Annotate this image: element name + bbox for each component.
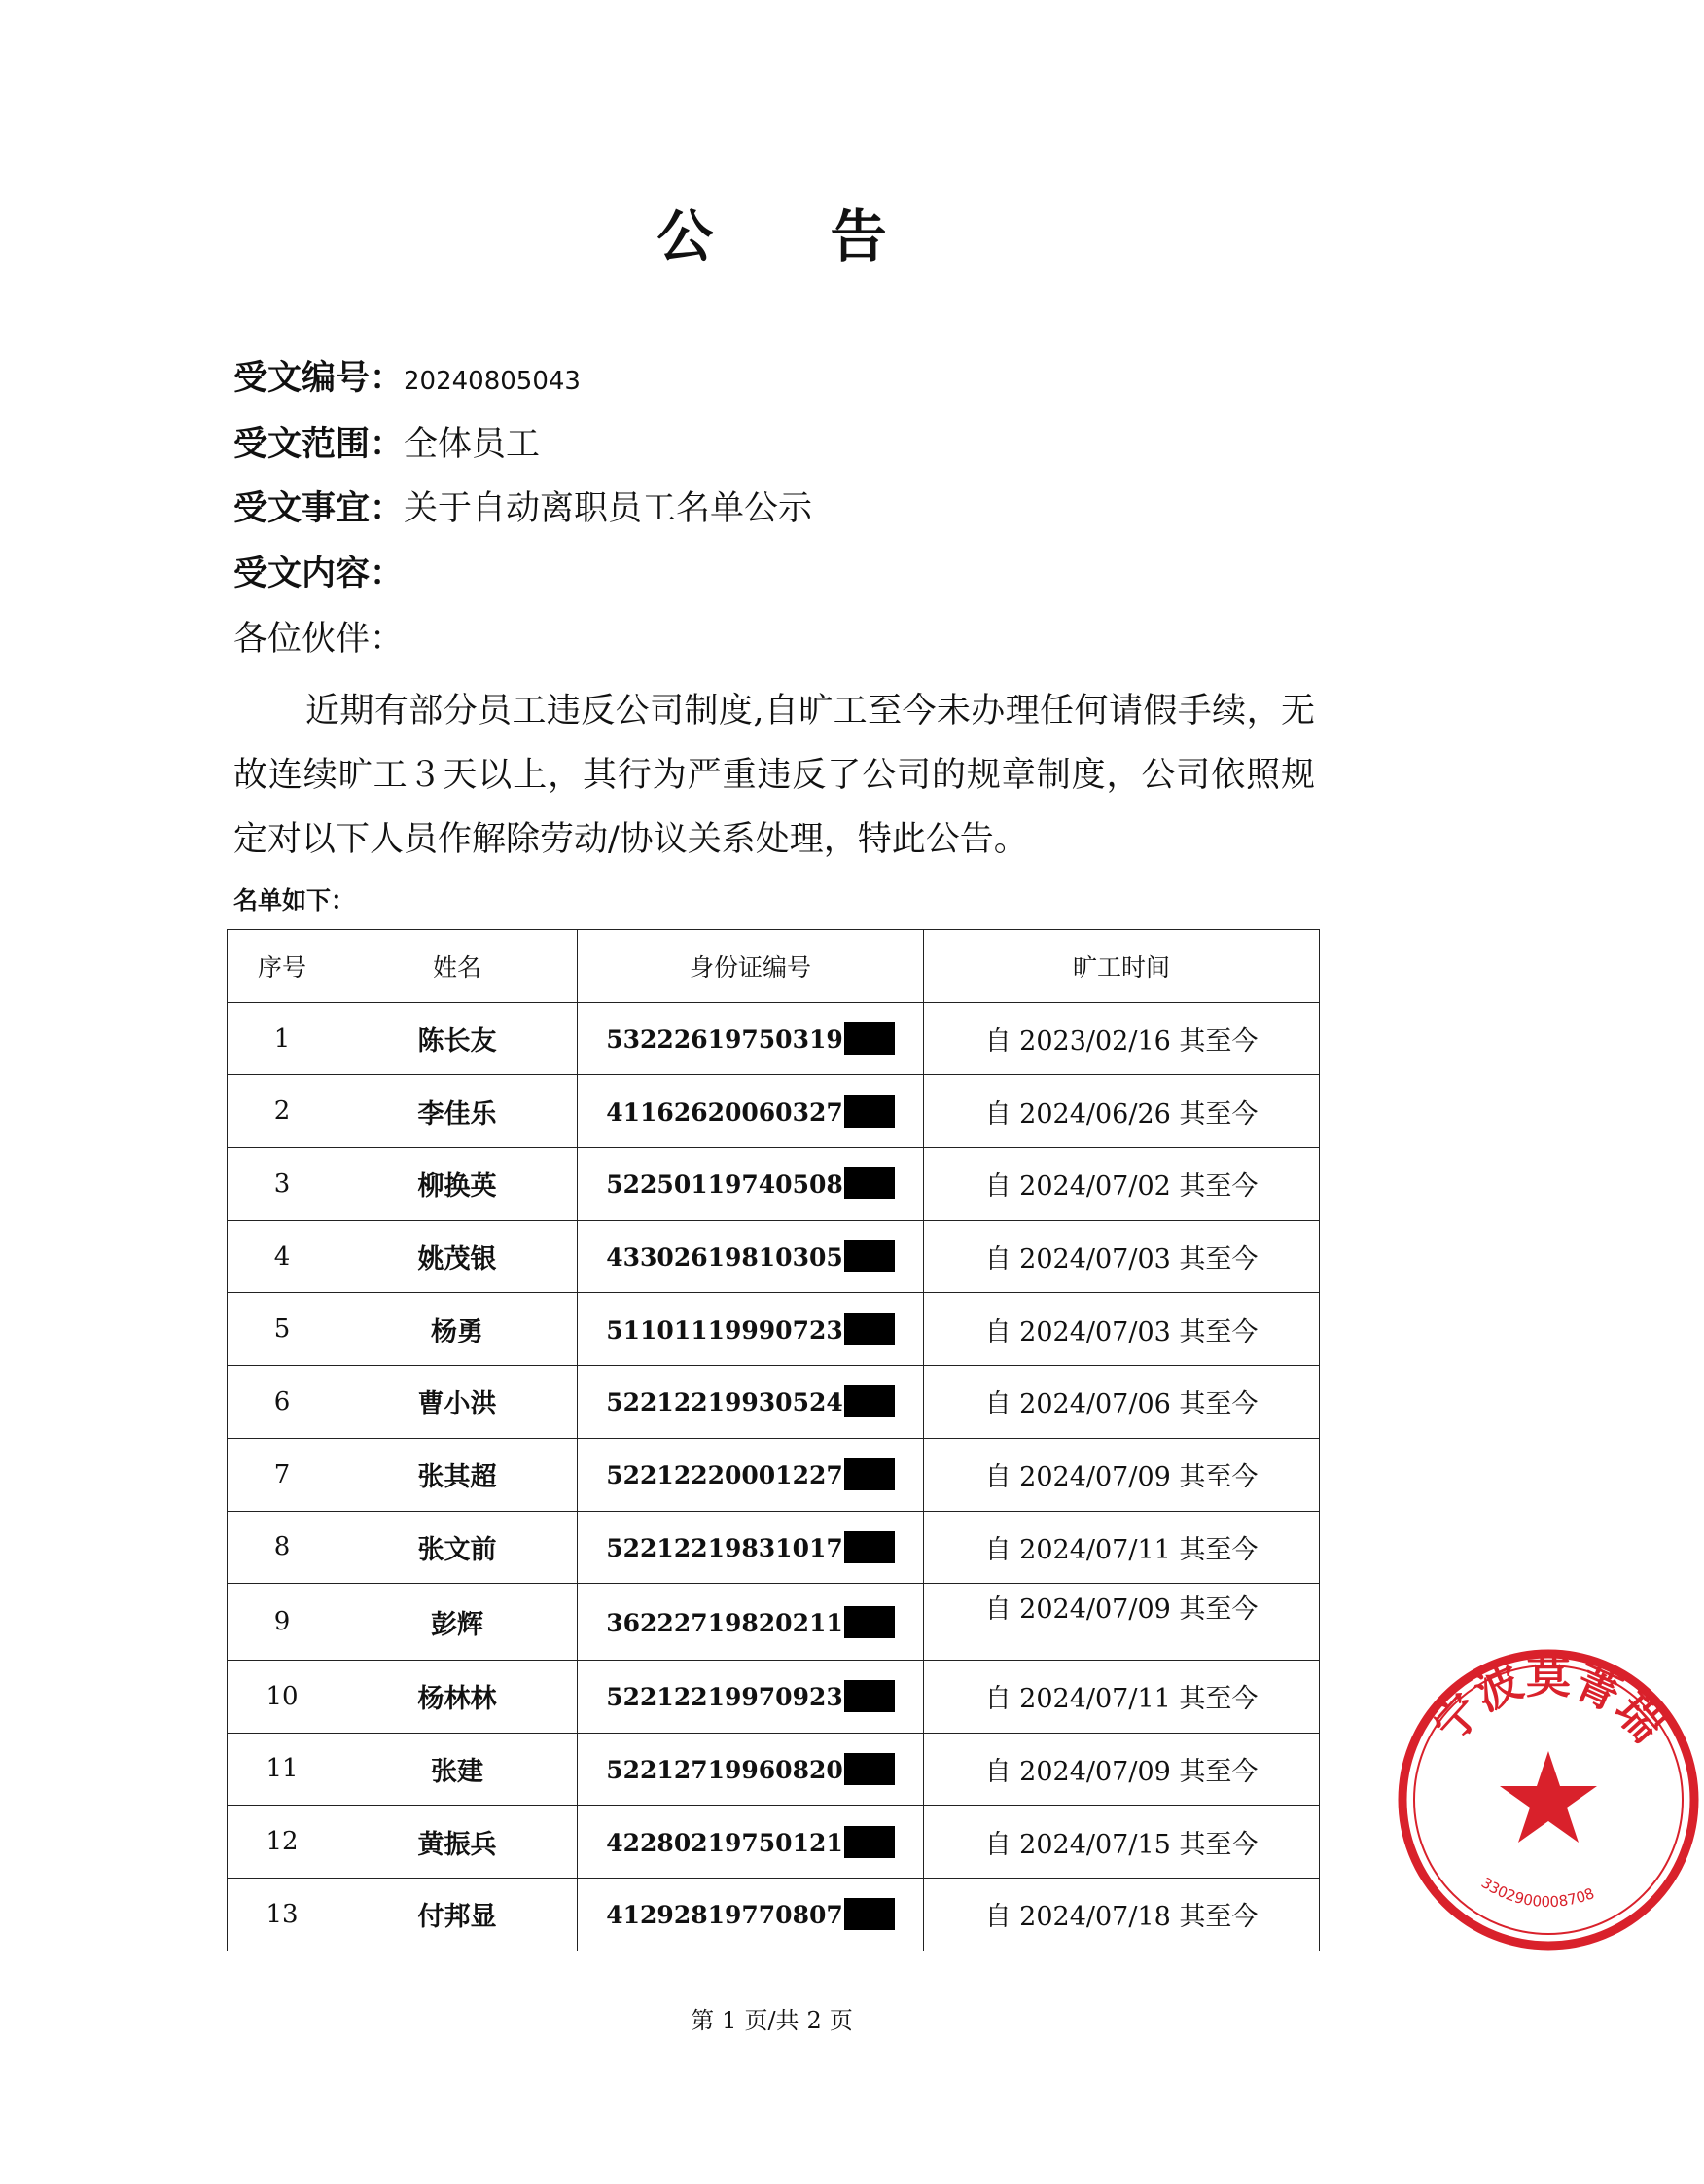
id-number: 41162620060327 [606, 1097, 843, 1127]
row-number: 2 [228, 1075, 337, 1148]
id-number-cell [578, 1878, 924, 1951]
absence-period: 自 2024/07/11 其至今 [924, 1660, 1320, 1733]
table-row [228, 1438, 1320, 1511]
document-title: 公 告 [657, 203, 936, 269]
meta-scope [233, 420, 540, 469]
id-number-cell [578, 1511, 924, 1584]
employee-name: 曹小洪 [337, 1366, 578, 1439]
id-number: 42280219750121 [606, 1828, 843, 1857]
absence-period: 自 2024/07/03 其至今 [924, 1293, 1320, 1366]
page-footer [0, 2001, 1544, 2035]
id-number: 52212219831017 [606, 1533, 843, 1562]
absence-period: 自 2024/07/03 其至今 [924, 1220, 1320, 1293]
row-number: 11 [228, 1733, 337, 1806]
id-number: 41292819770807 [606, 1901, 843, 1930]
seal-text-path: 宁波莫菁瑞 [1422, 1651, 1675, 1752]
row-number: 6 [228, 1366, 337, 1439]
meta-value: 关于自动离职员工名单公示 [404, 489, 813, 528]
row-number: 7 [228, 1438, 337, 1511]
id-number-cell [578, 1148, 924, 1221]
table-row [228, 1733, 1320, 1806]
redaction-block [844, 1022, 895, 1055]
redaction-block [844, 1458, 895, 1490]
absence-period: 自 2024/07/09 其至今 [924, 1733, 1320, 1806]
id-number-cell [578, 1733, 924, 1806]
id-number-cell [578, 1220, 924, 1293]
company-seal-stamp [1393, 1644, 1704, 1955]
header-id: 身份证编号 [578, 930, 924, 1003]
id-number: 43302619810305 [606, 1243, 843, 1272]
meta-label: 受文内容： [233, 554, 405, 593]
table-row [228, 1511, 1320, 1584]
table-row [228, 1366, 1320, 1439]
greeting: 各位伙伴： [233, 620, 405, 659]
redaction-block [844, 1531, 895, 1563]
id-number-cell [578, 1002, 924, 1075]
footer-current-page: 1 [722, 2007, 737, 2034]
id-number-cell [578, 1584, 924, 1661]
id-number: 52250119740508 [606, 1170, 843, 1199]
id-number-cell [578, 1806, 924, 1879]
header-name: 姓名 [337, 930, 578, 1003]
row-number: 8 [228, 1511, 337, 1584]
row-number: 9 [228, 1584, 337, 1661]
meta-content [233, 550, 404, 598]
table-row [228, 1148, 1320, 1221]
redaction-block [844, 1167, 895, 1199]
body-paragraph: 近期有部分员工违反公司制度,自旷工至今未办理任何请假手续，无故连续旷工３天以上，其行为严重违反了公司的规章制度，公司依照规定对以下人员作解除劳动/协议关系处理，特此公告。 [233, 692, 1315, 859]
employee-name: 张建 [337, 1733, 578, 1806]
employee-name: 柳换英 [337, 1148, 578, 1221]
employee-name: 杨勇 [337, 1293, 578, 1366]
seal-number [1478, 1874, 1597, 1911]
footer-prefix: 第 [691, 2007, 715, 2034]
row-number: 13 [228, 1878, 337, 1951]
redaction-block [844, 1826, 895, 1858]
absence-period: 自 2024/07/11 其至今 [924, 1511, 1320, 1584]
table-row [228, 1806, 1320, 1879]
redaction-block [844, 1753, 895, 1785]
seal-number-path: 3302900008708 [1477, 1874, 1597, 1912]
footer-suffix: 页 [829, 2007, 853, 2034]
absence-period: 自 2024/07/09 其至今 [924, 1584, 1320, 1661]
header-no: 序号 [228, 930, 337, 1003]
meta-doc-number [233, 354, 581, 406]
redaction-block [844, 1385, 895, 1417]
absence-period: 自 2024/07/15 其至今 [924, 1806, 1320, 1879]
employee-name: 姚茂银 [337, 1220, 578, 1293]
id-number: 51101119990723 [606, 1315, 843, 1344]
absence-period: 自 2024/07/02 其至今 [924, 1148, 1320, 1221]
table-row [228, 1660, 1320, 1733]
table-header-row [228, 930, 1320, 1003]
employee-name: 李佳乐 [337, 1075, 578, 1148]
absence-period: 自 2024/07/06 其至今 [924, 1366, 1320, 1439]
redaction-block [844, 1095, 895, 1128]
table-row [228, 1878, 1320, 1951]
id-number-cell [578, 1366, 924, 1439]
id-number: 52212219930524 [606, 1388, 843, 1417]
id-number: 52212719960820 [606, 1755, 843, 1784]
table-body [228, 1002, 1320, 1951]
employee-name: 黄振兵 [337, 1806, 578, 1879]
id-number: 36222719820211 [606, 1608, 843, 1637]
footer-total-pages: 2 [806, 2007, 822, 2034]
meta-value: 全体员工 [404, 425, 541, 464]
redaction-block [844, 1240, 895, 1272]
table-row [228, 1002, 1320, 1075]
employee-name: 陈长友 [337, 1002, 578, 1075]
absence-period: 自 2024/06/26 其至今 [924, 1075, 1320, 1148]
seal-star-icon [1500, 1751, 1597, 1843]
redaction-block [844, 1680, 895, 1712]
row-number: 5 [228, 1293, 337, 1366]
meta-label: 受文范围： [233, 424, 405, 464]
row-number: 1 [228, 1002, 337, 1075]
footer-mid: 页/共 [744, 2007, 799, 2034]
meta-value: 20240805043 [404, 367, 581, 396]
row-number: 10 [228, 1660, 337, 1733]
absence-period: 自 2024/07/09 其至今 [924, 1438, 1320, 1511]
meta-subject [233, 484, 812, 533]
id-number: 52212220001227 [606, 1461, 843, 1490]
id-number: 53222619750319 [606, 1025, 843, 1055]
employee-table [227, 929, 1320, 1951]
employee-name: 张文前 [337, 1511, 578, 1584]
redaction-block [844, 1313, 895, 1345]
redaction-block [844, 1898, 895, 1930]
id-number-cell [578, 1075, 924, 1148]
row-number: 12 [228, 1806, 337, 1879]
absence-period: 自 2024/07/18 其至今 [924, 1878, 1320, 1951]
employee-name: 付邦显 [337, 1878, 578, 1951]
employee-name: 张其超 [337, 1438, 578, 1511]
employee-name: 彭辉 [337, 1584, 578, 1661]
id-number-cell [578, 1438, 924, 1511]
table-row [228, 1075, 1320, 1148]
id-number: 52212219970923 [606, 1683, 843, 1712]
meta-label: 受文编号： [233, 358, 405, 398]
row-number: 4 [228, 1220, 337, 1293]
table-row [228, 1220, 1320, 1293]
employee-name: 杨林林 [337, 1660, 578, 1733]
table-row [228, 1584, 1320, 1661]
list-label: 名单如下： [233, 886, 356, 914]
table-row [228, 1293, 1320, 1366]
redaction-block [844, 1606, 895, 1638]
id-number-cell [578, 1293, 924, 1366]
absence-period: 自 2023/02/16 其至今 [924, 1002, 1320, 1075]
row-number: 3 [228, 1148, 337, 1221]
meta-label: 受文事宜： [233, 488, 405, 528]
seal-text [1423, 1651, 1674, 1752]
id-number-cell [578, 1660, 924, 1733]
header-absent: 旷工时间 [924, 930, 1320, 1003]
